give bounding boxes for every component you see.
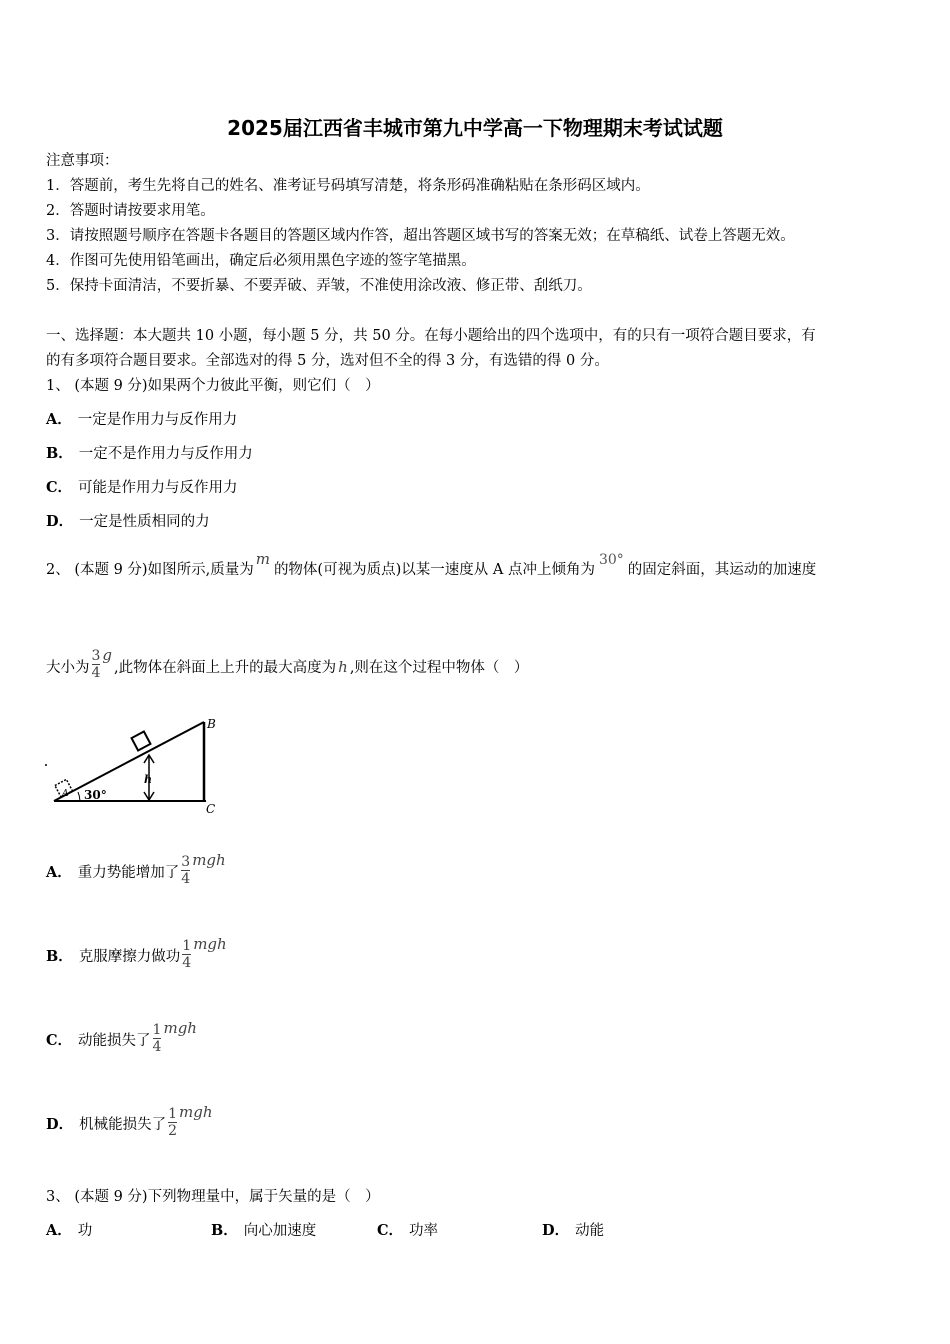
option-text: 一定是性质相同的力 — [79, 514, 210, 530]
option-letter: B． — [211, 1222, 238, 1239]
stem-text: ,则在这个过程中物体（ ） — [349, 660, 529, 676]
option-expression: mgh — [163, 1019, 197, 1037]
q2-option-c — [46, 1019, 197, 1055]
question-2-stem-line1 — [46, 550, 817, 580]
q1-option-d — [46, 512, 210, 532]
option-text: 可能是作用力与反作用力 — [78, 480, 238, 496]
dot-mark — [45, 764, 47, 766]
option-letter: C． — [377, 1222, 404, 1239]
q2-option-d — [46, 1103, 213, 1139]
option-letter: B． — [46, 445, 73, 462]
option-text: 一定不是作用力与反作用力 — [78, 446, 253, 462]
label-h: h — [144, 773, 152, 786]
incline-figure — [40, 708, 240, 820]
q2-option-b — [46, 935, 227, 971]
stem-text: 2、 (本题 9 分)如图所示,质量为 — [46, 562, 254, 578]
incline-line — [54, 722, 204, 801]
mass-symbol: m — [255, 550, 270, 568]
label-angle: 30° — [84, 788, 107, 802]
label-c: C — [206, 802, 216, 816]
option-text: 机械能损失了 — [79, 1117, 167, 1133]
notice-item: 1．答题前，考生先将自己的姓名、准考证号码填写清楚，将条形码准确粘贴在条形码区域内。 — [46, 178, 650, 194]
fraction-denominator: 4 — [182, 955, 192, 971]
q3-option-c — [377, 1221, 438, 1241]
option-text: 一定是作用力与反作用力 — [77, 412, 238, 428]
fraction-numerator: 3 — [91, 648, 101, 664]
option-text: 功率 — [409, 1223, 439, 1239]
question-2-stem-line2 — [46, 634, 529, 681]
page-title: 2025届江西省丰城市第九中学高一下物理期末考试试题 — [227, 116, 723, 140]
block-top — [132, 732, 151, 751]
option-letter: A． — [46, 1222, 72, 1239]
stem-text: 的固定斜面，其运动的加速度 — [627, 562, 817, 578]
fraction-denominator: 4 — [91, 665, 101, 681]
option-letter: D． — [542, 1222, 570, 1239]
fraction-numerator: 1 — [168, 1106, 177, 1122]
notice-item: 5．保持卡面清洁，不要折暴、不要弄破、弄皱，不准使用涂改液、修正带、刮纸刀。 — [46, 278, 592, 294]
option-letter: A． — [46, 411, 72, 428]
notice-item: 2．答题时请按要求用笔。 — [46, 203, 215, 219]
option-letter: B． — [46, 948, 73, 965]
option-letter: D． — [46, 1116, 74, 1133]
option-letter: A． — [46, 864, 72, 881]
q3-option-d — [542, 1221, 604, 1241]
notice-item: 4．作图可先使用铅笔画出，确定后必须用黑色字迹的签字笔描黑。 — [46, 253, 476, 269]
question-3-stem: 3、 (本题 9 分)下列物理量中，属于矢量的是（ ） — [46, 1189, 380, 1205]
section-intro-line1: 一、选择题：本大题共 10 小题，每小题 5 分，共 50 分。在每小题给出的四个选项中，有的只有一项符合题目要求，有 — [46, 328, 816, 344]
option-expression: mgh — [193, 935, 227, 953]
option-text: 克服摩擦力做功 — [78, 949, 181, 965]
question-1-stem: 1、 (本题 9 分)如果两个力彼此平衡，则它们（ ） — [46, 378, 380, 394]
option-letter: D． — [46, 513, 74, 530]
q3-option-b — [211, 1221, 316, 1241]
label-a: A — [62, 789, 69, 799]
angle-arc — [78, 792, 80, 801]
fraction-numerator: 1 — [182, 938, 192, 954]
option-fraction — [181, 854, 190, 887]
fraction-denominator: 4 — [181, 871, 191, 887]
option-fraction — [182, 938, 191, 971]
fraction-numerator: 1 — [152, 1022, 162, 1038]
stem-text: 大小为 — [46, 660, 90, 676]
label-b: B — [207, 717, 216, 731]
option-fraction — [153, 1022, 162, 1055]
q2-option-a — [46, 851, 226, 887]
section-intro-line2: 的有多项符合题目要求。全部选对的得 5 分，选对但不全的得 3 分，有选错的得 0 分。 — [46, 353, 609, 369]
fraction-numerator: 3 — [181, 854, 191, 870]
option-fraction — [168, 1106, 177, 1139]
option-text: 动能 — [575, 1223, 605, 1239]
q1-option-b — [46, 444, 253, 464]
q1-option-c — [46, 478, 238, 498]
q1-option-a — [46, 410, 237, 430]
q3-option-a — [46, 1221, 92, 1241]
fraction-denominator: 2 — [168, 1123, 177, 1139]
option-text: 向心加速度 — [243, 1223, 317, 1239]
option-text: 动能损失了 — [78, 1033, 151, 1049]
stem-text: 的物体(可视为质点)以某一速度从 A 点冲上倾角为 — [273, 562, 595, 578]
option-letter: C． — [46, 479, 73, 496]
acceleration-fraction — [92, 648, 101, 681]
fraction-denominator: 4 — [152, 1039, 162, 1055]
option-expression: mgh — [192, 851, 226, 869]
angle-symbol: 30° — [598, 552, 624, 568]
notice-heading: 注意事项： — [46, 153, 119, 169]
option-text: 重力势能增加了 — [77, 865, 180, 881]
notice-item: 3．请按照题号顺序在答题卡各题目的答题区域内作答，超出答题区域书写的答案无效；在草稿纸、试卷上答题无效。 — [46, 228, 795, 244]
option-letter: C． — [46, 1032, 73, 1049]
height-symbol: h — [338, 658, 348, 676]
option-expression: mgh — [179, 1103, 213, 1121]
stem-text: ,此物体在斜面上上升的最大高度为 — [114, 660, 337, 676]
option-text: 功 — [77, 1223, 93, 1239]
gravity-symbol: g — [102, 646, 113, 664]
